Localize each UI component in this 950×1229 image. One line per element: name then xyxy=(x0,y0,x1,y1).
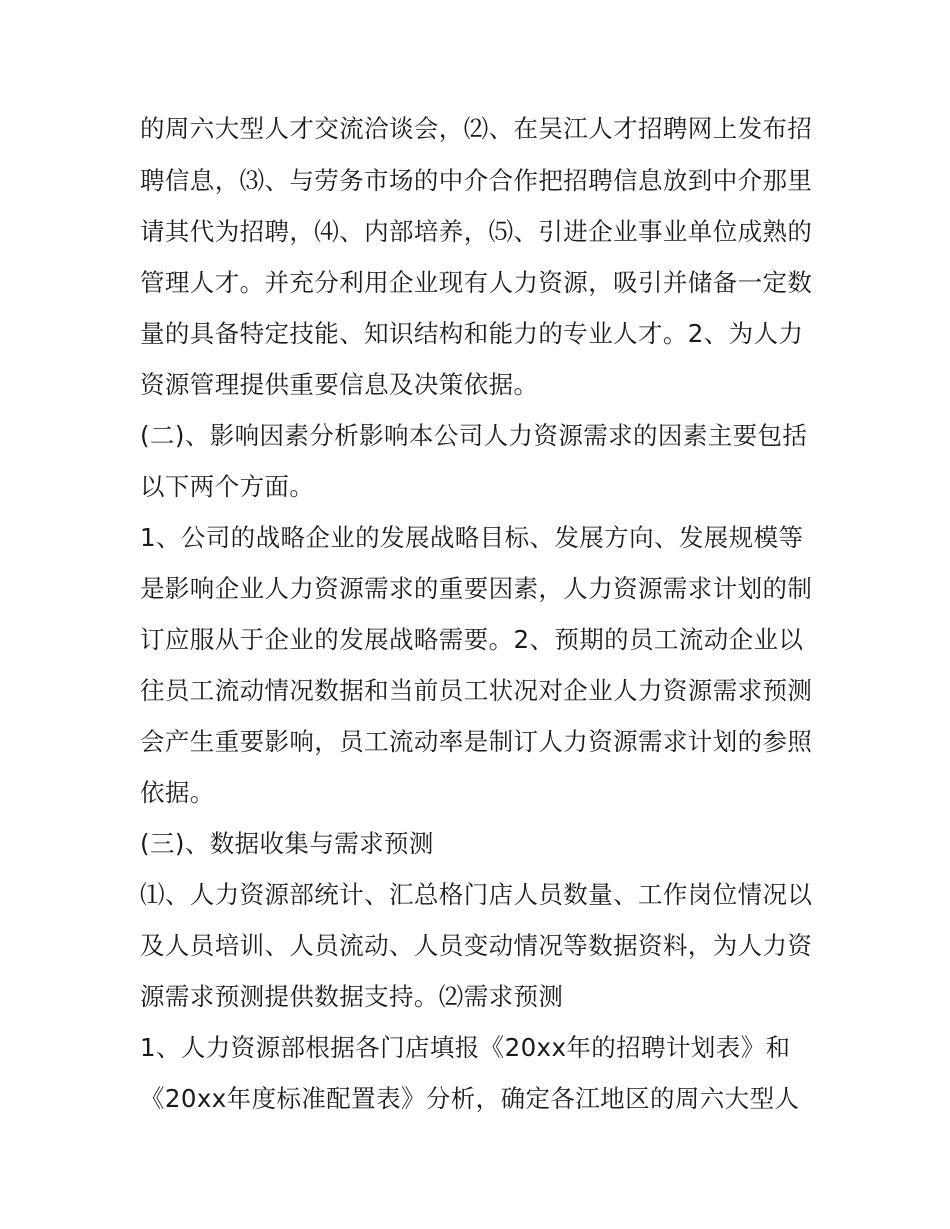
text-line: 管理人才。并充分利用企业现有人力资源，吸引并储备一定数 xyxy=(140,268,813,297)
text-line: 以下两个方面。 xyxy=(140,472,315,501)
text-line: 依据。 xyxy=(140,778,215,807)
text-line: 聘信息，⑶、与劳务市场的中介合作把招聘信息放到中介那里 xyxy=(140,166,813,195)
text-line: 请其代为招聘，⑷、内部培养，⑸、引进企业事业单位成熟的 xyxy=(140,217,813,246)
text-line: 资源管理提供重要信息及决策依据。 xyxy=(140,370,539,399)
text-line: 是影响企业人力资源需求的重要因素，人力资源需求计划的制 xyxy=(140,574,813,603)
text-line: 会产生重要影响，员工流动率是制订人力资源需求计划的参照 xyxy=(140,727,813,756)
text-line: 1、人力资源部根据各门店填报《20xx年的招聘计划表》和 xyxy=(140,1033,791,1062)
text-line: 《20xx年度标准配置表》分析，确定各江地区的周六大型人 xyxy=(140,1084,800,1113)
text-line: 1、公司的战略企业的发展战略目标、发展方向、发展规模等 xyxy=(140,523,804,552)
section-heading: (二)、影响因素分析影响本公司人力资源需求的因素主要包括 xyxy=(140,421,808,450)
text-line: 源需求预测提供数据支持。⑵需求预测 xyxy=(140,982,564,1011)
text-line: 及人员培训、人员流动、人员变动情况等数据资料，为人力资 xyxy=(140,931,813,960)
text-line: 往员工流动情况数据和当前员工状况对企业人力资源需求预测 xyxy=(140,676,813,705)
text-line: 订应服从于企业的发展战略需要。2、预期的员工流动企业以 xyxy=(140,625,804,654)
text-line: ⑴、人力资源部统计、汇总格门店人员数量、工作岗位情况以 xyxy=(140,880,813,909)
section-heading: (三)、数据收集与需求预测 xyxy=(140,829,434,858)
text-line: 量的具备特定技能、知识结构和能力的专业人才。2、为人力 xyxy=(140,319,804,348)
text-line: 的周六大型人才交流洽谈会，⑵、在吴江人才招聘网上发布招 xyxy=(140,114,813,143)
